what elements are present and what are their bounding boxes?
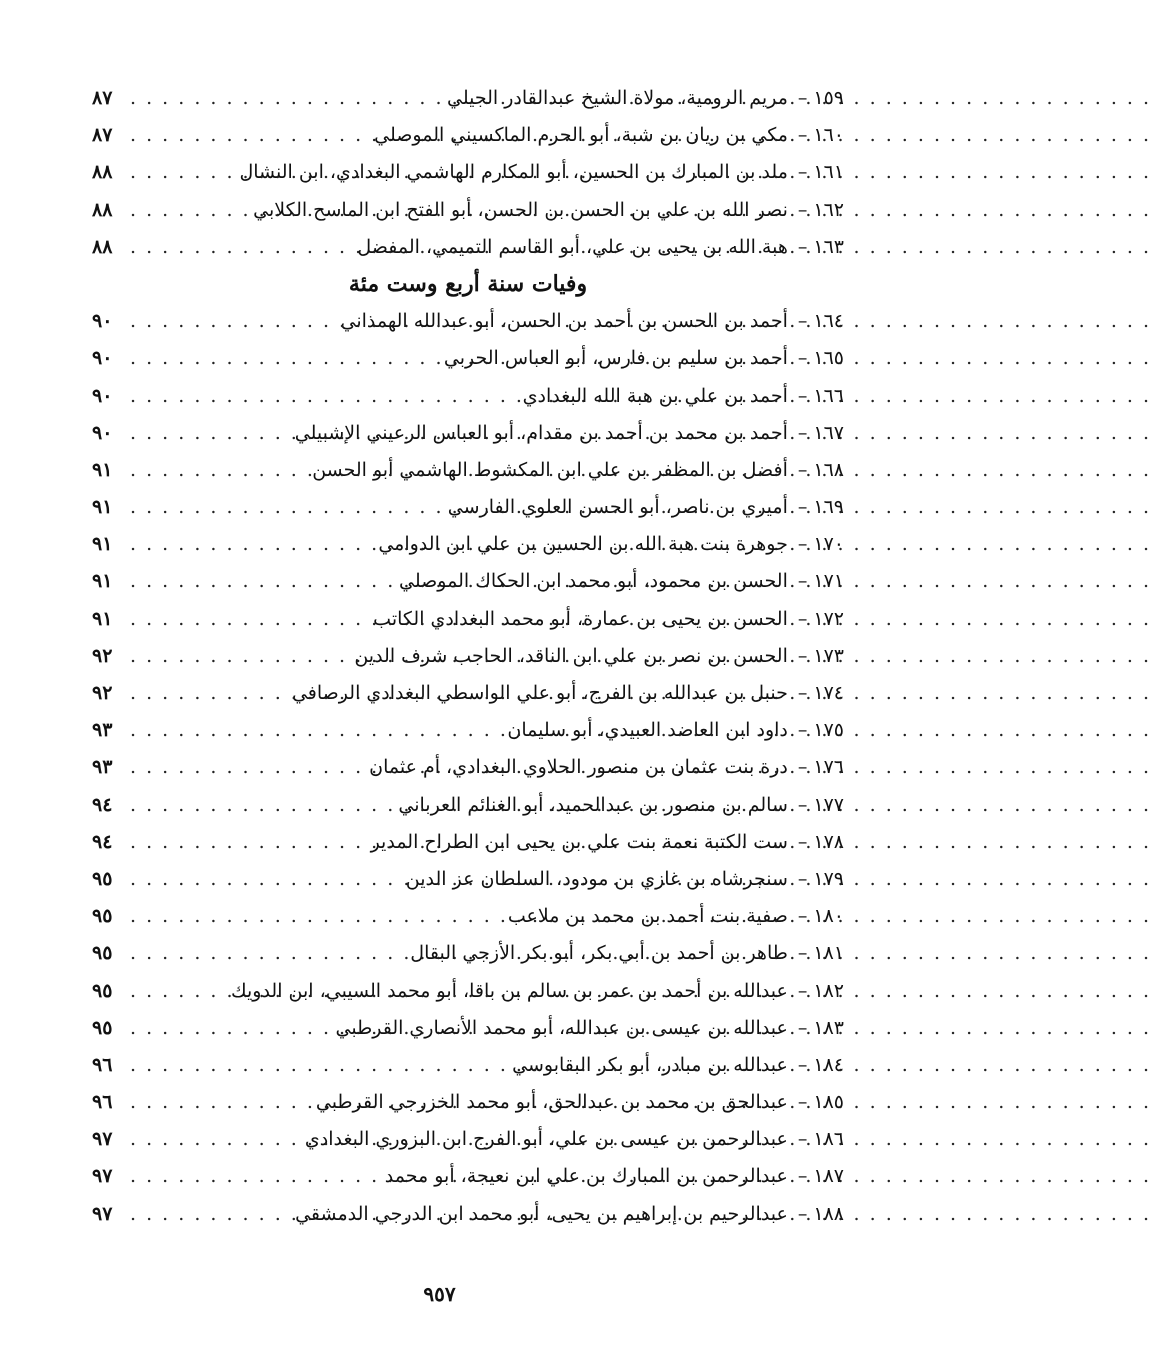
dot-leader xyxy=(124,1047,512,1084)
entry-dash: – xyxy=(797,867,808,890)
list-item xyxy=(92,489,844,526)
entry-dash: – xyxy=(797,830,808,853)
entry-title: جوهرة بنت هبة الله بن الحسين بن علي ابن الدوامي xyxy=(378,533,788,556)
entry-title: مكي بن ريان بن شبة، أبو الحرم الماكسيني الموصلي xyxy=(374,124,788,147)
list-item xyxy=(92,303,844,340)
list-item xyxy=(92,1121,844,1158)
entry-page: ٩٤ xyxy=(92,830,113,853)
entry-page: ٩٢ xyxy=(92,644,113,667)
list-item xyxy=(92,452,844,489)
entry-number: ١٧٦ xyxy=(813,756,844,779)
entry-title: عبدالرحمن بن عيسى بن علي، أبو الفرج ابن البزوري البغدادي xyxy=(304,1128,788,1151)
entry-dash: – xyxy=(797,1165,808,1188)
entry-number: ١٨١ xyxy=(813,942,844,965)
entry-title: أحمد بن سليم بن فارس، أبو العباس الحربي xyxy=(443,347,788,370)
entry-number: ١٦١ xyxy=(813,161,844,184)
entry-dash: – xyxy=(797,87,808,109)
entry-page: ٩٠ xyxy=(92,310,113,333)
dot-leader xyxy=(124,638,354,675)
list-item xyxy=(92,638,844,675)
list-item xyxy=(92,192,844,229)
entry-title: عبدالحق بن محمد بن عبدالحق، أبو محمد الخزرجي القرطبي xyxy=(315,1091,788,1114)
entry-title: أحمد بن علي بن هبة الله البغدادي xyxy=(522,384,788,407)
entry-page: ٩٧ xyxy=(92,1202,113,1225)
page-number: ٩٥٧ xyxy=(423,1282,456,1306)
entry-number: ١٦٦ xyxy=(813,384,844,407)
entry-page: ٨٧ xyxy=(92,87,113,109)
entry-number: ١٨٢ xyxy=(813,979,844,1002)
list-item xyxy=(92,898,844,935)
list-item xyxy=(92,712,844,749)
entry-dash: – xyxy=(797,1091,808,1114)
table-of-contents xyxy=(92,80,844,1233)
entry-number: ١٦٨ xyxy=(813,458,844,481)
list-item xyxy=(92,1196,844,1233)
dot-leader xyxy=(124,303,341,340)
list-item xyxy=(92,935,844,972)
dot-leader xyxy=(124,1158,385,1195)
entry-page: ٩٥ xyxy=(92,867,113,890)
list-item xyxy=(92,787,844,824)
entry-dash: – xyxy=(797,1053,808,1076)
entry-title: أفضل بن المظفر بن علي ابن المكشوط الهاشمي أبو الحسن xyxy=(312,458,788,481)
entry-title: أحمد بن الحسن بن أحمد بن الحسن، أبو عبدالله الهمذاني xyxy=(340,310,788,333)
entry-title: أحمد بن محمد بن أحمد بن مقدام، أبو العباس الرعيني الإشبيلي xyxy=(294,421,788,444)
entry-page: ٩٤ xyxy=(92,793,113,816)
entry-dash: – xyxy=(797,198,808,221)
entry-page: ٨٨ xyxy=(92,198,113,221)
entry-dash: – xyxy=(797,235,808,258)
dot-leader xyxy=(124,117,374,154)
entry-title: الحسن بن محمود، أبو محمد ابن الحكاك الموصلي xyxy=(399,570,788,593)
dot-leader xyxy=(124,378,523,415)
list-item xyxy=(92,563,844,600)
entry-dash: – xyxy=(797,607,808,630)
list-item xyxy=(92,1010,844,1047)
entry-title: ملد بن المبارك بن الحسين، أبو المكارم الهاشمي البغدادي، ابن النشال xyxy=(239,161,788,184)
entry-page: ٨٨ xyxy=(92,235,113,258)
dot-leader xyxy=(124,935,410,972)
entry-page: ٩٥ xyxy=(92,942,113,965)
dot-leader xyxy=(124,80,447,117)
entry-page: ٨٨ xyxy=(92,161,113,184)
entry-number: ١٧٨ xyxy=(813,830,844,853)
entry-title: سالم بن منصور بن عبدالحميد، أبو الغنائم العرباني xyxy=(398,793,788,816)
entry-number: ١٨٠ xyxy=(813,905,844,928)
dot-leader xyxy=(124,1121,305,1158)
entry-page: ٩١ xyxy=(92,458,113,481)
dot-leader xyxy=(124,787,398,824)
entry-dash: – xyxy=(797,719,808,742)
entry-page: ٩٦ xyxy=(92,1091,113,1114)
entry-number: ١٥٩ xyxy=(813,87,844,109)
entry-page: ٩٣ xyxy=(92,719,113,742)
entry-title: صفية بنت أحمد بن محمد بن ملاعب xyxy=(507,905,788,928)
list-item xyxy=(92,117,844,154)
entry-title: درة بنت عثمان بن منصور الحلاوي البغدادي، أم عثمان xyxy=(369,756,788,779)
entry-title: عبدالرحيم بن إبراهيم بن يحيى، أبو محمد ابن الدرجي الدمشقي xyxy=(295,1202,788,1225)
list-item xyxy=(92,340,844,377)
entry-title: ست الكتبة نعمة بنت علي بن يحيى ابن الطراح المدير xyxy=(370,830,788,853)
entry-number: ١٦٩ xyxy=(813,496,844,519)
entry-number: ١٧٧ xyxy=(813,793,844,816)
entry-number: ١٧٩ xyxy=(813,867,844,890)
entry-title: عبدالله بن أحمد بن عمر بن سالم بن باقا، أبو محمد السيبي، ابن الدويك xyxy=(230,979,788,1002)
entry-number: ١٨٧ xyxy=(813,1165,844,1188)
list-item xyxy=(92,154,844,191)
entry-number: ١٧٥ xyxy=(813,719,844,742)
entry-number: ١٧٤ xyxy=(813,682,844,704)
entry-title: الحسن بن يحيى بن عمارة، أبو محمد البغدادي الكاتب xyxy=(373,607,788,630)
entry-page: ٩٥ xyxy=(92,905,113,928)
dot-leader xyxy=(124,675,292,712)
entry-page: ٩٥ xyxy=(92,1016,113,1039)
dot-leader xyxy=(124,340,444,377)
entry-number: ١٨٤ xyxy=(813,1053,844,1076)
entry-dash: – xyxy=(797,347,808,370)
entry-page: ٩١ xyxy=(92,533,113,556)
entry-number: ١٦٥ xyxy=(813,347,844,370)
entry-dash: – xyxy=(797,161,808,184)
entry-number: ١٨٣ xyxy=(813,1016,844,1039)
entry-page: ٩٣ xyxy=(92,756,113,779)
entry-number: ١٦٣ xyxy=(813,235,844,258)
dot-leader xyxy=(124,712,507,749)
entry-title: أميري بن ناصر، أبو الحسن العلوي الفارسي xyxy=(447,496,788,519)
entries-after-list xyxy=(92,303,844,1233)
dot-leader xyxy=(124,563,399,600)
list-item xyxy=(92,80,844,117)
dot-leader xyxy=(124,489,448,526)
dot-leader xyxy=(124,1010,336,1047)
entry-number: ١٨٨ xyxy=(813,1202,844,1225)
entry-title: هبة الله بن يحيى بن علي، أبو القاسم التميمي، المفضل xyxy=(357,235,788,258)
list-item xyxy=(92,1158,844,1195)
entry-page: ٩٠ xyxy=(92,384,113,407)
entry-page: ٩٦ xyxy=(92,1053,113,1076)
entry-number: ١٧٠ xyxy=(813,533,844,556)
entry-number: ١٨٥ xyxy=(813,1091,844,1114)
entry-dash: – xyxy=(797,942,808,965)
list-item xyxy=(92,1047,844,1084)
entry-page: ٩٢ xyxy=(92,682,113,704)
dot-leader xyxy=(124,1196,295,1233)
entry-dash: – xyxy=(797,1128,808,1151)
list-item xyxy=(92,601,844,638)
dot-leader xyxy=(124,898,508,935)
list-item xyxy=(92,973,844,1010)
list-item xyxy=(92,378,844,415)
dot-leader xyxy=(124,824,371,861)
entry-dash: – xyxy=(797,793,808,816)
entries-before-list xyxy=(92,80,844,266)
entry-dash: – xyxy=(797,1202,808,1225)
entry-dash: – xyxy=(797,979,808,1002)
entry-page: ٩١ xyxy=(92,496,113,519)
entry-page: ٩٠ xyxy=(92,421,113,444)
entry-number: ١٦٢ xyxy=(813,198,844,221)
dot-leader xyxy=(124,415,295,452)
dot-leader xyxy=(124,749,369,786)
entry-number: ١٦٧ xyxy=(813,421,844,444)
entry-number: ١٧٢ xyxy=(813,607,844,630)
entry-dash: – xyxy=(797,1016,808,1039)
list-item xyxy=(92,415,844,452)
entry-dash: – xyxy=(797,644,808,667)
entry-title: عبدالرحمن بن المبارك بن علي ابن نعيجة، أبو محمد xyxy=(384,1165,788,1188)
entry-page: ٩١ xyxy=(92,570,113,593)
entry-dash: – xyxy=(797,905,808,928)
entry-title: عبدالله بن عيسى بن عبدالله، أبو محمد الأنصاري القرطبي xyxy=(335,1016,788,1039)
dot-leader xyxy=(124,229,357,266)
dot-leader xyxy=(124,526,378,563)
list-item xyxy=(92,526,844,563)
entry-title: داود ابن العاضد العبيدي، أبو سليمان xyxy=(507,719,788,742)
entry-page: ٩٧ xyxy=(92,1128,113,1151)
section-heading: وفيات سنة أربع وست مئة xyxy=(348,270,588,297)
entry-title: الحسن بن نصر بن علي ابن الناقد، الحاجب شرف الدين xyxy=(354,644,788,667)
entry-page: ٨٧ xyxy=(92,124,113,147)
entry-dash: – xyxy=(797,533,808,556)
entry-dash: – xyxy=(797,421,808,444)
list-item xyxy=(92,675,844,712)
entry-dash: – xyxy=(797,682,808,704)
dot-leader xyxy=(124,452,312,489)
dot-leader xyxy=(124,601,373,638)
entry-page: ٩٠ xyxy=(92,347,113,370)
list-item xyxy=(92,229,844,266)
entry-dash: – xyxy=(797,756,808,779)
entry-dash: – xyxy=(797,384,808,407)
entry-dash: – xyxy=(797,496,808,519)
list-item xyxy=(92,1084,844,1121)
entry-number: ١٦٤ xyxy=(813,310,844,333)
entry-title: نصر الله بن علي بن الحسن بن الحسن، أبو الفتح ابن الماسح الكلابي xyxy=(253,198,788,221)
entry-dash: – xyxy=(797,124,808,147)
dot-leader xyxy=(124,192,253,229)
entry-page: ٩٧ xyxy=(92,1165,113,1188)
entry-dash: – xyxy=(797,310,808,333)
entry-title: عبدالله بن مبادر، أبو بكر البقابوسي xyxy=(512,1053,788,1076)
entry-title: سنجرشاه بن غازي بن مودود، السلطان عز الدين xyxy=(405,867,788,890)
entry-number: ١٧١ xyxy=(813,570,844,593)
entry-dash: – xyxy=(797,458,808,481)
entry-dash: – xyxy=(797,570,808,593)
entry-page: ٩١ xyxy=(92,607,113,630)
list-item xyxy=(92,749,844,786)
entry-title: حنبل بن عبدالله بن الفرج، أبو علي الواسطي البغدادي الرصافي xyxy=(291,682,788,704)
dot-leader xyxy=(124,973,231,1010)
dot-leader xyxy=(124,861,406,898)
dot-leader xyxy=(124,1084,316,1121)
list-item xyxy=(92,861,844,898)
entry-number: ١٧٣ xyxy=(813,644,844,667)
entry-page: ٩٥ xyxy=(92,979,113,1002)
entry-number: ١٨٦ xyxy=(813,1128,844,1151)
entry-title: مريم الرومية، مولاة الشيخ عبدالقادر الجيلي xyxy=(446,87,788,109)
entry-number: ١٦٠ xyxy=(813,124,844,147)
entry-title: طاهر بن أحمد بن أبي بكر، أبو بكر الأزجي البقال xyxy=(410,942,788,965)
list-item xyxy=(92,824,844,861)
dot-leader xyxy=(124,154,239,191)
